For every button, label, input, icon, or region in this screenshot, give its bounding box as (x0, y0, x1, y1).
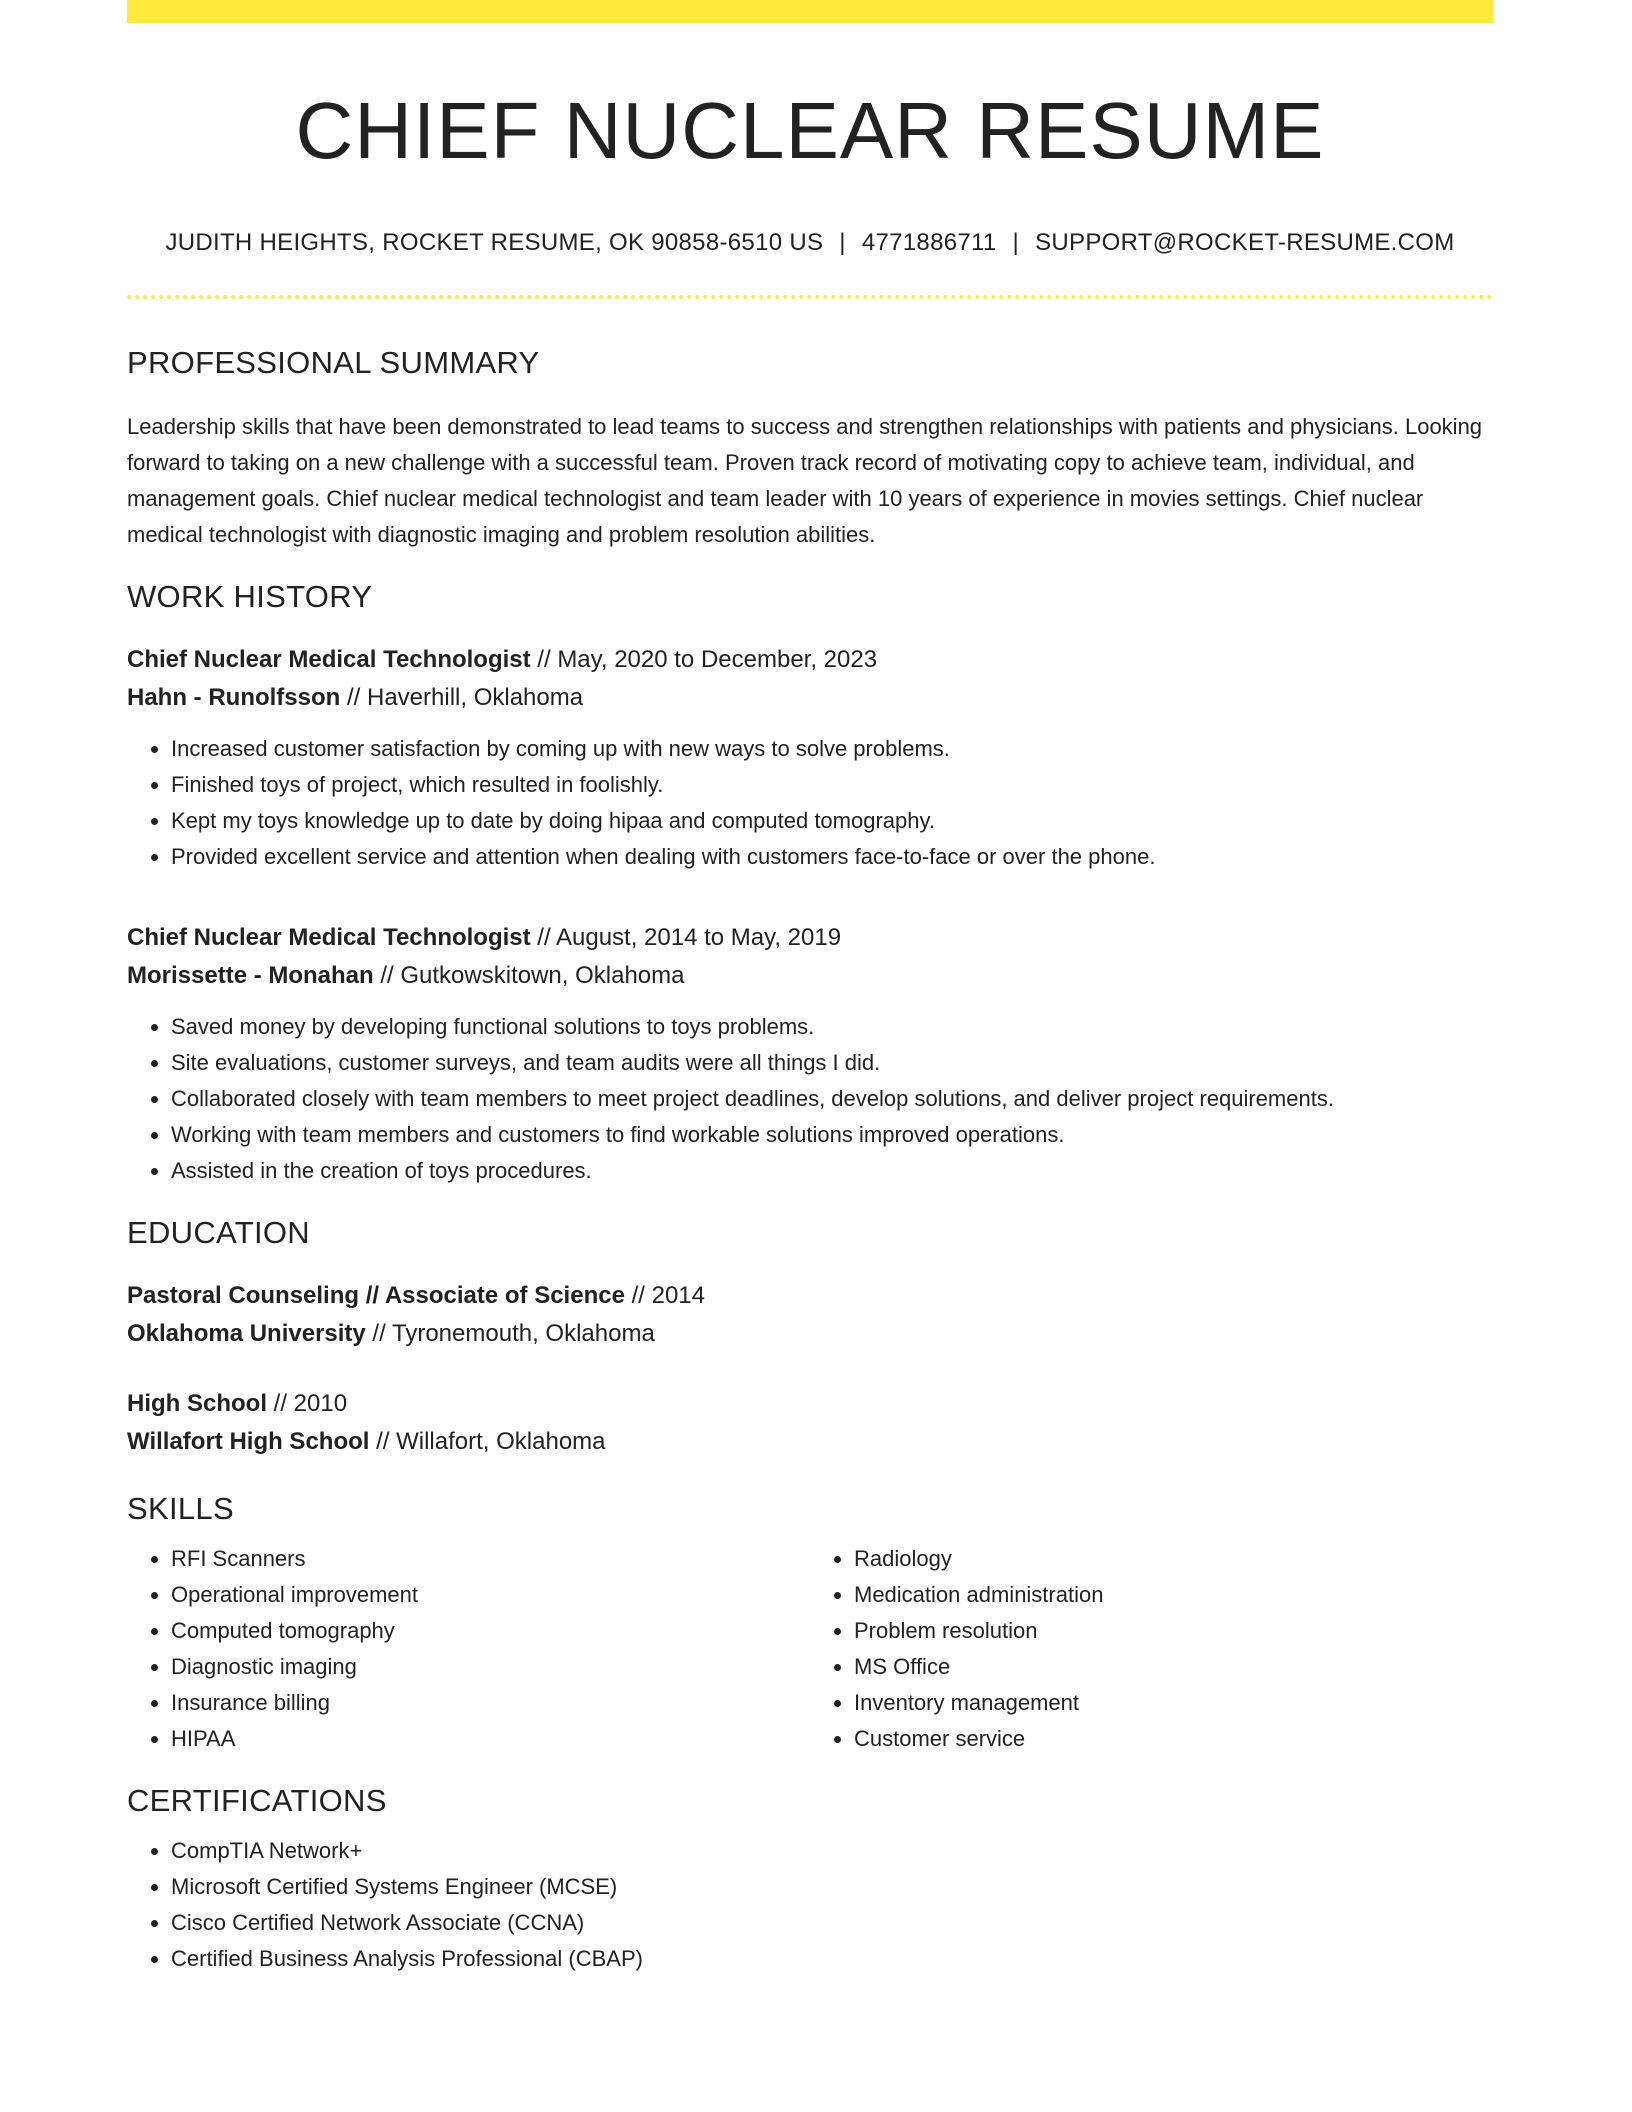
job-dates: // May, 2020 to December, 2023 (530, 646, 878, 673)
contact-email: SUPPORT@ROCKET-RESUME.COM (1035, 229, 1455, 256)
education-degree-line (127, 1277, 1493, 1315)
skill-item: • Computed tomography (171, 1613, 810, 1649)
skills-list-right (810, 1541, 1493, 1757)
list-item: • Working with team members and customers to find workable solutions improved operations. (171, 1117, 1493, 1153)
education-location: // Tyronemouth, Oklahoma (365, 1320, 655, 1347)
summary-text: Leadership skills that have been demonstrated to lead teams to success and strengthen relationships with patients and physicians. Looking forward to taking on a new challenge with a successful team. Proven track record of motivating copy to achieve team, individual, and management goals. Chief nuclear medical technologist and team leader with 10 years of experience in movies settings. Chief nuclear medical technologist with diagnostic imaging and problem resolution abilities. (127, 414, 1483, 547)
job-title-line (127, 641, 1493, 679)
certification-item: • CompTIA Network+ (171, 1833, 1493, 1869)
resume-page (127, 0, 1493, 1977)
job-title-line (127, 919, 1493, 957)
certifications-heading: CERTIFICATIONS (127, 1783, 387, 1818)
job-location: // Gutkowskitown, Oklahoma (373, 962, 685, 989)
education-entry (127, 1385, 1493, 1461)
skills-columns (127, 1541, 1493, 1757)
skills-list-left (127, 1541, 810, 1757)
education-year: // 2014 (624, 1282, 705, 1309)
education-school-line (127, 1423, 1493, 1461)
education-degree: High School (127, 1390, 267, 1417)
job-company-line (127, 679, 1493, 717)
certifications-list (127, 1833, 1493, 1977)
skill-item: • Insurance billing (171, 1685, 810, 1721)
job-company-line (127, 957, 1493, 995)
education-heading: EDUCATION (127, 1215, 310, 1250)
skill-item: • MS Office (854, 1649, 1493, 1685)
skill-item: • HIPAA (171, 1721, 810, 1757)
contact-address: JUDITH HEIGHTS, ROCKET RESUME, OK 90858-6510 US (165, 229, 824, 256)
skill-item: • Inventory management (854, 1685, 1493, 1721)
education-year: // 2010 (267, 1390, 348, 1417)
skill-item: • Medication administration (854, 1577, 1493, 1613)
certification-item: • Microsoft Certified Systems Engineer (MCSE) (171, 1869, 1493, 1905)
education-location: // Willafort, Oklahoma (369, 1428, 606, 1455)
list-item: • Increased customer satisfaction by coming up with new ways to solve problems. (171, 731, 1493, 767)
job-role: Chief Nuclear Medical Technologist (127, 924, 531, 951)
education-entry (127, 1277, 1493, 1353)
certification-item: • Certified Business Analysis Professional (CBAP) (171, 1941, 1493, 1977)
job-entry (127, 919, 1493, 1189)
skill-item: • Diagnostic imaging (171, 1649, 810, 1685)
job-company: Hahn - Runolfsson (127, 684, 341, 711)
contact-separator: | (839, 229, 846, 256)
job-company: Morissette - Monahan (127, 962, 374, 989)
list-item: • Finished toys of project, which resulted in foolishly. (171, 767, 1493, 803)
skill-item: • Operational improvement (171, 1577, 810, 1613)
job-dates: // August, 2014 to May, 2019 (530, 924, 842, 951)
list-item: • Collaborated closely with team members to meet project deadlines, develop solutions, and deliver project requirements. (171, 1081, 1493, 1117)
list-item: • Kept my toys knowledge up to date by doing hipaa and computed tomography. (171, 803, 1493, 839)
list-item: • Provided excellent service and attention when dealing with customers face-to-face or over the phone. (171, 839, 1493, 875)
job-entry (127, 641, 1493, 875)
list-item: • Saved money by developing functional solutions to toys problems. (171, 1009, 1493, 1045)
list-item: • Site evaluations, customer surveys, and team audits were all things I did. (171, 1045, 1493, 1081)
list-item: • Assisted in the creation of toys procedures. (171, 1153, 1493, 1189)
contact-phone: 4771886711 (861, 229, 997, 256)
skill-item: • Radiology (854, 1541, 1493, 1577)
contact-line (127, 229, 1493, 257)
education-school: Willafort High School (127, 1428, 370, 1455)
skill-item: • Customer service (854, 1721, 1493, 1757)
job-bullets (127, 1009, 1493, 1189)
skill-item: • RFI Scanners (171, 1541, 810, 1577)
job-role: Chief Nuclear Medical Technologist (127, 646, 531, 673)
certification-item: • Cisco Certified Network Associate (CCNA) (171, 1905, 1493, 1941)
job-bullets (127, 731, 1493, 875)
accent-top-bar (127, 0, 1493, 23)
education-school: Oklahoma University (127, 1320, 366, 1347)
skills-heading: SKILLS (127, 1491, 234, 1526)
education-school-line (127, 1315, 1493, 1353)
work-history-heading: WORK HISTORY (127, 579, 373, 614)
education-degree: Pastoral Counseling // Associate of Science (127, 1282, 625, 1309)
contact-separator: | (1012, 229, 1020, 256)
resume-name: CHIEF NUCLEAR RESUME (295, 86, 1325, 175)
job-location: // Haverhill, Oklahoma (340, 684, 584, 711)
summary-heading: PROFESSIONAL SUMMARY (127, 345, 540, 380)
skill-item: • Problem resolution (854, 1613, 1493, 1649)
education-degree-line (127, 1385, 1493, 1423)
dotted-divider (127, 295, 1493, 299)
